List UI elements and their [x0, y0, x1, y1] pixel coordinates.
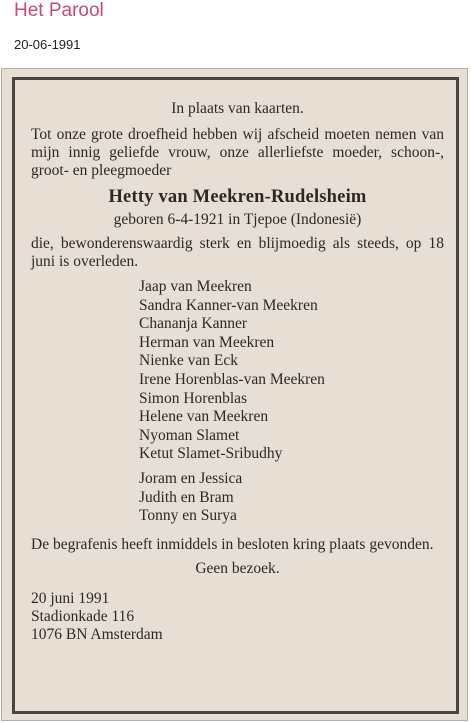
- grandchildren-pair: Tonny en Surya: [139, 507, 237, 525]
- publication-date: 20-06-1991: [14, 37, 81, 52]
- notice-opening: In plaats van kaarten.: [171, 100, 304, 117]
- sender-address: [31, 590, 444, 644]
- family-member: Herman van Meekren: [139, 333, 275, 351]
- family-member: Sandra Kanner-van Meekren: [139, 296, 318, 314]
- notice-date: 20 juni 1991: [31, 589, 110, 607]
- family-member: Simon Horenblas: [139, 389, 248, 407]
- family-member: Nyoman Slamet: [139, 426, 240, 444]
- address-city: 1076 BN Amsterdam: [31, 625, 163, 643]
- family-list: [31, 278, 444, 464]
- deceased-name: Hetty van Meekren-Rudelsheim: [108, 187, 367, 207]
- grandchildren-pair: Joram en Jessica: [139, 469, 243, 487]
- death-notice: [12, 77, 459, 714]
- family-member: Helene van Meekren: [139, 408, 269, 426]
- newspaper-title[interactable]: Het Parool: [14, 0, 104, 21]
- grandchildren-list: [31, 470, 444, 526]
- no-visit-note: Geen bezoek.: [195, 559, 280, 577]
- newspaper-clipping: [1, 68, 468, 721]
- family-member: Irene Horenblas-van Meekren: [139, 370, 325, 388]
- family-member: Ketut Slamet-Sribudhy: [139, 445, 283, 463]
- birth-details: geboren 6-4-1921 in Tjepoe (Indonesië): [113, 211, 362, 228]
- address-street: Stadionkade 116: [31, 607, 135, 625]
- family-member: Nienke van Eck: [139, 352, 238, 370]
- notice-intro: Tot onze grote droefheid hebben wij afscheid moeten nemen van mijn innig geliefde vrouw, onze allerliefste moeder, schoon-, groot- en pleegmoeder: [31, 126, 444, 179]
- family-member: Chananja Kanner: [139, 315, 248, 333]
- funeral-details: De begrafenis heeft inmiddels in besloten kring plaats gevonden.: [31, 535, 434, 553]
- article-header: [14, 0, 454, 53]
- grandchildren-pair: Judith en Bram: [139, 488, 234, 506]
- family-member: Jaap van Meekren: [139, 278, 252, 295]
- passing-details: die, bewonderenswaardig sterk en blijmoedig als steeds, op 18 juni is overleden.: [31, 235, 444, 270]
